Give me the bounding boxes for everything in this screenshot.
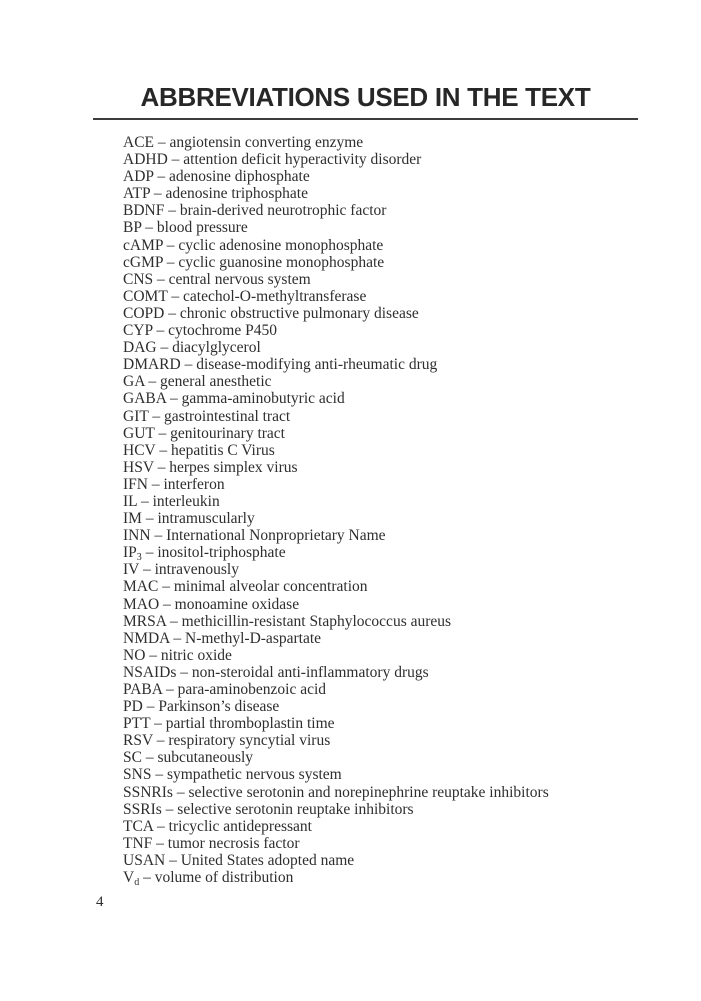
abbreviation-definition: Parkinson’s disease bbox=[158, 698, 280, 716]
abbreviation-term: cGMP bbox=[123, 253, 163, 271]
abbreviation-term: HSV bbox=[123, 458, 154, 476]
abbreviation-term: COMT bbox=[123, 287, 168, 305]
abbreviation-definition: monoamine oxidase bbox=[174, 595, 300, 613]
abbreviation-separator: – bbox=[164, 202, 180, 220]
abbreviation-definition: cyclic guanosine monophosphate bbox=[178, 253, 385, 271]
abbreviation-term: PTT bbox=[123, 715, 151, 733]
abbreviation-item bbox=[123, 510, 638, 527]
abbreviation-separator: – bbox=[148, 407, 165, 425]
abbreviation-definition: interleukin bbox=[152, 492, 220, 510]
abbreviation-separator: – bbox=[154, 424, 171, 442]
abbreviation-term: INN bbox=[123, 527, 151, 545]
abbreviation-separator: – bbox=[154, 134, 170, 151]
page-title: ABBREVIATIONS USED IN THE TEXT bbox=[140, 82, 591, 112]
abbreviation-separator: – bbox=[176, 663, 192, 681]
abbreviation-term: SC bbox=[123, 749, 142, 767]
abbreviation-definition: tumor necrosis factor bbox=[167, 834, 300, 852]
abbreviation-separator: – bbox=[144, 373, 161, 391]
abbreviation-item bbox=[123, 237, 638, 254]
abbreviation-separator: – bbox=[161, 800, 178, 818]
abbreviation-separator: – bbox=[169, 629, 186, 647]
abbreviation-definition: volume of distribution bbox=[154, 869, 294, 887]
abbreviation-term: SSRIs bbox=[123, 800, 162, 818]
abbreviation-item bbox=[123, 527, 638, 544]
abbreviation-term: RSV bbox=[123, 732, 153, 750]
abbreviation-term: SNS bbox=[123, 766, 152, 784]
abbreviation-term: NO bbox=[123, 646, 146, 664]
abbreviation-term: IP bbox=[123, 544, 137, 562]
abbreviation-term: USAN bbox=[123, 851, 166, 869]
abbreviation-item bbox=[123, 168, 638, 185]
abbreviation-separator: – bbox=[153, 270, 169, 288]
abbreviation-definition: partial thromboplastin time bbox=[165, 715, 335, 733]
content-block bbox=[93, 82, 638, 889]
abbreviation-term: ATP bbox=[123, 185, 150, 203]
abbreviation-separator: – bbox=[152, 322, 169, 340]
abbreviation-separator: – bbox=[166, 612, 182, 630]
abbreviation-separator: – bbox=[167, 287, 184, 305]
abbreviation-definition: United States adopted name bbox=[180, 851, 355, 869]
abbreviation-item bbox=[123, 801, 638, 818]
abbreviation-separator: – bbox=[139, 869, 155, 887]
abbreviation-separator: – bbox=[147, 475, 164, 493]
abbreviation-separator: – bbox=[141, 544, 158, 562]
abbreviation-term: TNF bbox=[123, 834, 153, 852]
abbreviation-item bbox=[123, 664, 638, 681]
abbreviation-term: NSAIDs bbox=[123, 663, 177, 681]
abbreviation-subscript: d bbox=[134, 877, 140, 889]
abbreviation-item bbox=[123, 698, 638, 715]
abbreviation-term: PD bbox=[123, 698, 143, 716]
abbreviation-definition: intramuscularly bbox=[157, 510, 255, 528]
abbreviation-separator: – bbox=[150, 715, 166, 733]
abbreviation-term: cAMP bbox=[123, 236, 163, 254]
abbreviation-item bbox=[123, 852, 638, 869]
abbreviation-term: MRSA bbox=[123, 612, 167, 630]
abbreviation-definition: tricyclic antidepressant bbox=[168, 817, 312, 835]
abbreviation-definition: genitourinary tract bbox=[170, 424, 285, 442]
abbreviation-term: GA bbox=[123, 373, 145, 391]
abbreviation-term: CNS bbox=[123, 270, 154, 288]
abbreviation-term: GABA bbox=[123, 390, 167, 408]
abbreviation-term: ADP bbox=[123, 168, 154, 186]
abbreviation-separator: – bbox=[137, 492, 153, 510]
abbreviation-definition: minimal alveolar concentration bbox=[173, 578, 368, 596]
abbreviation-item bbox=[123, 459, 638, 476]
abbreviation-item bbox=[123, 254, 638, 271]
abbreviation-separator: – bbox=[150, 527, 167, 545]
abbreviation-definition: nitric oxide bbox=[160, 646, 232, 664]
abbreviation-item bbox=[123, 151, 638, 168]
abbreviation-definition: methicillin-resistant Staphylococcus aureus bbox=[181, 612, 452, 630]
abbreviation-term: IM bbox=[123, 510, 142, 528]
abbreviation-term: COPD bbox=[123, 304, 165, 322]
abbreviation-separator: – bbox=[152, 732, 169, 750]
abbreviation-term: NMDA bbox=[123, 629, 170, 647]
abbreviation-item bbox=[123, 134, 638, 151]
abbreviation-item bbox=[123, 766, 638, 783]
abbreviation-item bbox=[123, 425, 638, 442]
abbreviation-definition: respiratory syncytial virus bbox=[168, 732, 331, 750]
abbreviation-separator: – bbox=[151, 766, 167, 784]
abbreviation-item bbox=[123, 493, 638, 510]
abbreviation-term: GIT bbox=[123, 407, 149, 425]
abbreviation-term: IV bbox=[123, 561, 140, 579]
abbreviation-item bbox=[123, 818, 638, 835]
abbreviation-definition: angiotensin converting enzyme bbox=[169, 134, 364, 151]
abbreviation-definition: inositol-triphosphate bbox=[157, 544, 286, 562]
abbreviation-item bbox=[123, 219, 638, 236]
abbreviation-item bbox=[123, 305, 638, 322]
abbreviation-separator: – bbox=[139, 561, 155, 579]
abbreviation-term: DMARD bbox=[123, 356, 181, 374]
abbreviation-separator: – bbox=[162, 253, 179, 271]
abbreviation-item bbox=[123, 749, 638, 766]
abbreviation-term: TCA bbox=[123, 817, 154, 835]
abbreviation-item bbox=[123, 544, 638, 564]
abbreviation-item bbox=[123, 271, 638, 288]
abbreviation-definition: non-steroidal anti-inflammatory drugs bbox=[191, 663, 429, 681]
abbreviation-definition: adenosine triphosphate bbox=[165, 185, 308, 203]
abbreviation-definition: hepatitis C Virus bbox=[170, 441, 275, 459]
abbreviation-term: ADHD bbox=[123, 151, 168, 169]
abbreviation-term: MAO bbox=[123, 595, 160, 613]
abbreviation-separator: – bbox=[172, 783, 189, 801]
abbreviation-term: HCV bbox=[123, 441, 156, 459]
abbreviation-definition: selective serotonin reuptake inhibitors bbox=[177, 800, 414, 818]
abbreviation-separator: – bbox=[162, 681, 178, 698]
abbreviation-term: V bbox=[123, 869, 135, 887]
abbreviation-item bbox=[123, 869, 638, 889]
abbreviation-term: SSNRIs bbox=[123, 783, 173, 801]
abbreviation-separator: – bbox=[162, 236, 179, 254]
abbreviation-definition: cyclic adenosine monophosphate bbox=[178, 236, 384, 254]
abbreviation-definition: intravenously bbox=[154, 561, 239, 579]
abbreviation-item bbox=[123, 630, 638, 647]
abbreviation-term: IFN bbox=[123, 475, 148, 493]
abbreviation-item bbox=[123, 835, 638, 852]
abbreviation-item bbox=[123, 202, 638, 219]
abbreviation-term: BP bbox=[123, 219, 142, 237]
abbreviation-definition: adenosine diphosphate bbox=[168, 168, 310, 186]
abbreviation-item bbox=[123, 681, 638, 698]
abbreviation-definition: brain-derived neurotrophic factor bbox=[179, 202, 387, 220]
abbreviation-definition: herpes simplex virus bbox=[169, 458, 298, 476]
abbreviation-definition: subcutaneously bbox=[157, 749, 254, 767]
abbreviation-separator: – bbox=[152, 834, 168, 852]
abbreviation-item bbox=[123, 356, 638, 373]
abbreviation-definition: gamma-aminobutyric acid bbox=[181, 390, 345, 408]
abbreviation-item bbox=[123, 408, 638, 425]
abbreviation-separator: – bbox=[156, 339, 173, 357]
abbreviation-item bbox=[123, 784, 638, 801]
abbreviation-separator: – bbox=[155, 441, 171, 459]
abbreviation-item bbox=[123, 390, 638, 407]
abbreviation-subscript: 3 bbox=[136, 552, 142, 564]
title-rule bbox=[93, 118, 638, 120]
abbreviation-definition: sympathetic nervous system bbox=[166, 766, 342, 784]
abbreviation-item bbox=[123, 185, 638, 202]
abbreviation-separator: – bbox=[141, 749, 158, 767]
abbreviation-definition: interferon bbox=[163, 475, 225, 493]
abbreviation-definition: cytochrome P450 bbox=[168, 322, 277, 340]
abbreviation-item bbox=[123, 613, 638, 630]
abbreviation-definition: International Nonproprietary Name bbox=[166, 527, 386, 545]
abbreviation-term: IL bbox=[123, 492, 138, 510]
abbreviation-item bbox=[123, 442, 638, 459]
abbreviation-separator: – bbox=[150, 185, 166, 203]
abbreviation-term: ACE bbox=[123, 134, 154, 151]
abbreviation-item bbox=[123, 339, 638, 356]
abbreviation-separator: – bbox=[142, 698, 159, 716]
abbreviations-list bbox=[123, 134, 638, 889]
abbreviation-item bbox=[123, 647, 638, 664]
abbreviation-definition: disease-modifying anti-rheumatic drug bbox=[196, 356, 438, 374]
abbreviation-separator: – bbox=[153, 817, 169, 835]
abbreviation-separator: – bbox=[167, 151, 184, 169]
abbreviation-item bbox=[123, 322, 638, 339]
abbreviation-separator: – bbox=[158, 578, 174, 596]
abbreviation-separator: – bbox=[153, 168, 169, 186]
abbreviation-definition: diacylglycerol bbox=[172, 339, 261, 357]
page-number: 4 bbox=[96, 894, 104, 910]
abbreviation-item bbox=[123, 373, 638, 390]
abbreviation-separator: – bbox=[141, 510, 158, 528]
abbreviation-item bbox=[123, 732, 638, 749]
abbreviation-definition: attention deficit hyperactivity disorder bbox=[183, 151, 422, 169]
abbreviation-definition: gastrointestinal tract bbox=[164, 407, 291, 425]
abbreviation-definition: blood pressure bbox=[156, 219, 248, 237]
abbreviation-term: GUT bbox=[123, 424, 155, 442]
abbreviation-separator: – bbox=[166, 390, 182, 408]
abbreviation-separator: – bbox=[153, 458, 170, 476]
abbreviation-separator: – bbox=[165, 851, 181, 869]
abbreviation-item bbox=[123, 561, 638, 578]
abbreviation-term: CYP bbox=[123, 322, 153, 340]
abbreviation-term: MAC bbox=[123, 578, 159, 596]
abbreviation-definition: para-aminobenzoic acid bbox=[177, 681, 327, 698]
abbreviation-item bbox=[123, 715, 638, 732]
abbreviation-definition: N-methyl-D-aspartate bbox=[185, 629, 322, 647]
abbreviation-item bbox=[123, 288, 638, 305]
abbreviation-separator: – bbox=[141, 219, 157, 237]
abbreviation-definition: central nervous system bbox=[168, 270, 311, 288]
abbreviation-definition: chronic obstructive pulmonary disease bbox=[179, 304, 419, 322]
abbreviation-separator: – bbox=[180, 356, 197, 374]
abbreviation-item bbox=[123, 596, 638, 613]
abbreviation-term: PABA bbox=[123, 681, 163, 698]
abbreviation-separator: – bbox=[164, 304, 180, 322]
abbreviation-separator: – bbox=[145, 646, 161, 664]
abbreviation-separator: – bbox=[159, 595, 175, 613]
abbreviation-term: DAG bbox=[123, 339, 157, 357]
abbreviation-term: BDNF bbox=[123, 202, 165, 220]
abbreviation-definition: general anesthetic bbox=[160, 373, 272, 391]
abbreviation-item bbox=[123, 476, 638, 493]
abbreviation-definition: catechol-O-methyltransferase bbox=[183, 287, 367, 305]
abbreviation-item bbox=[123, 578, 638, 595]
abbreviation-definition: selective serotonin and norepinephrine reuptake inhibitors bbox=[188, 783, 549, 801]
